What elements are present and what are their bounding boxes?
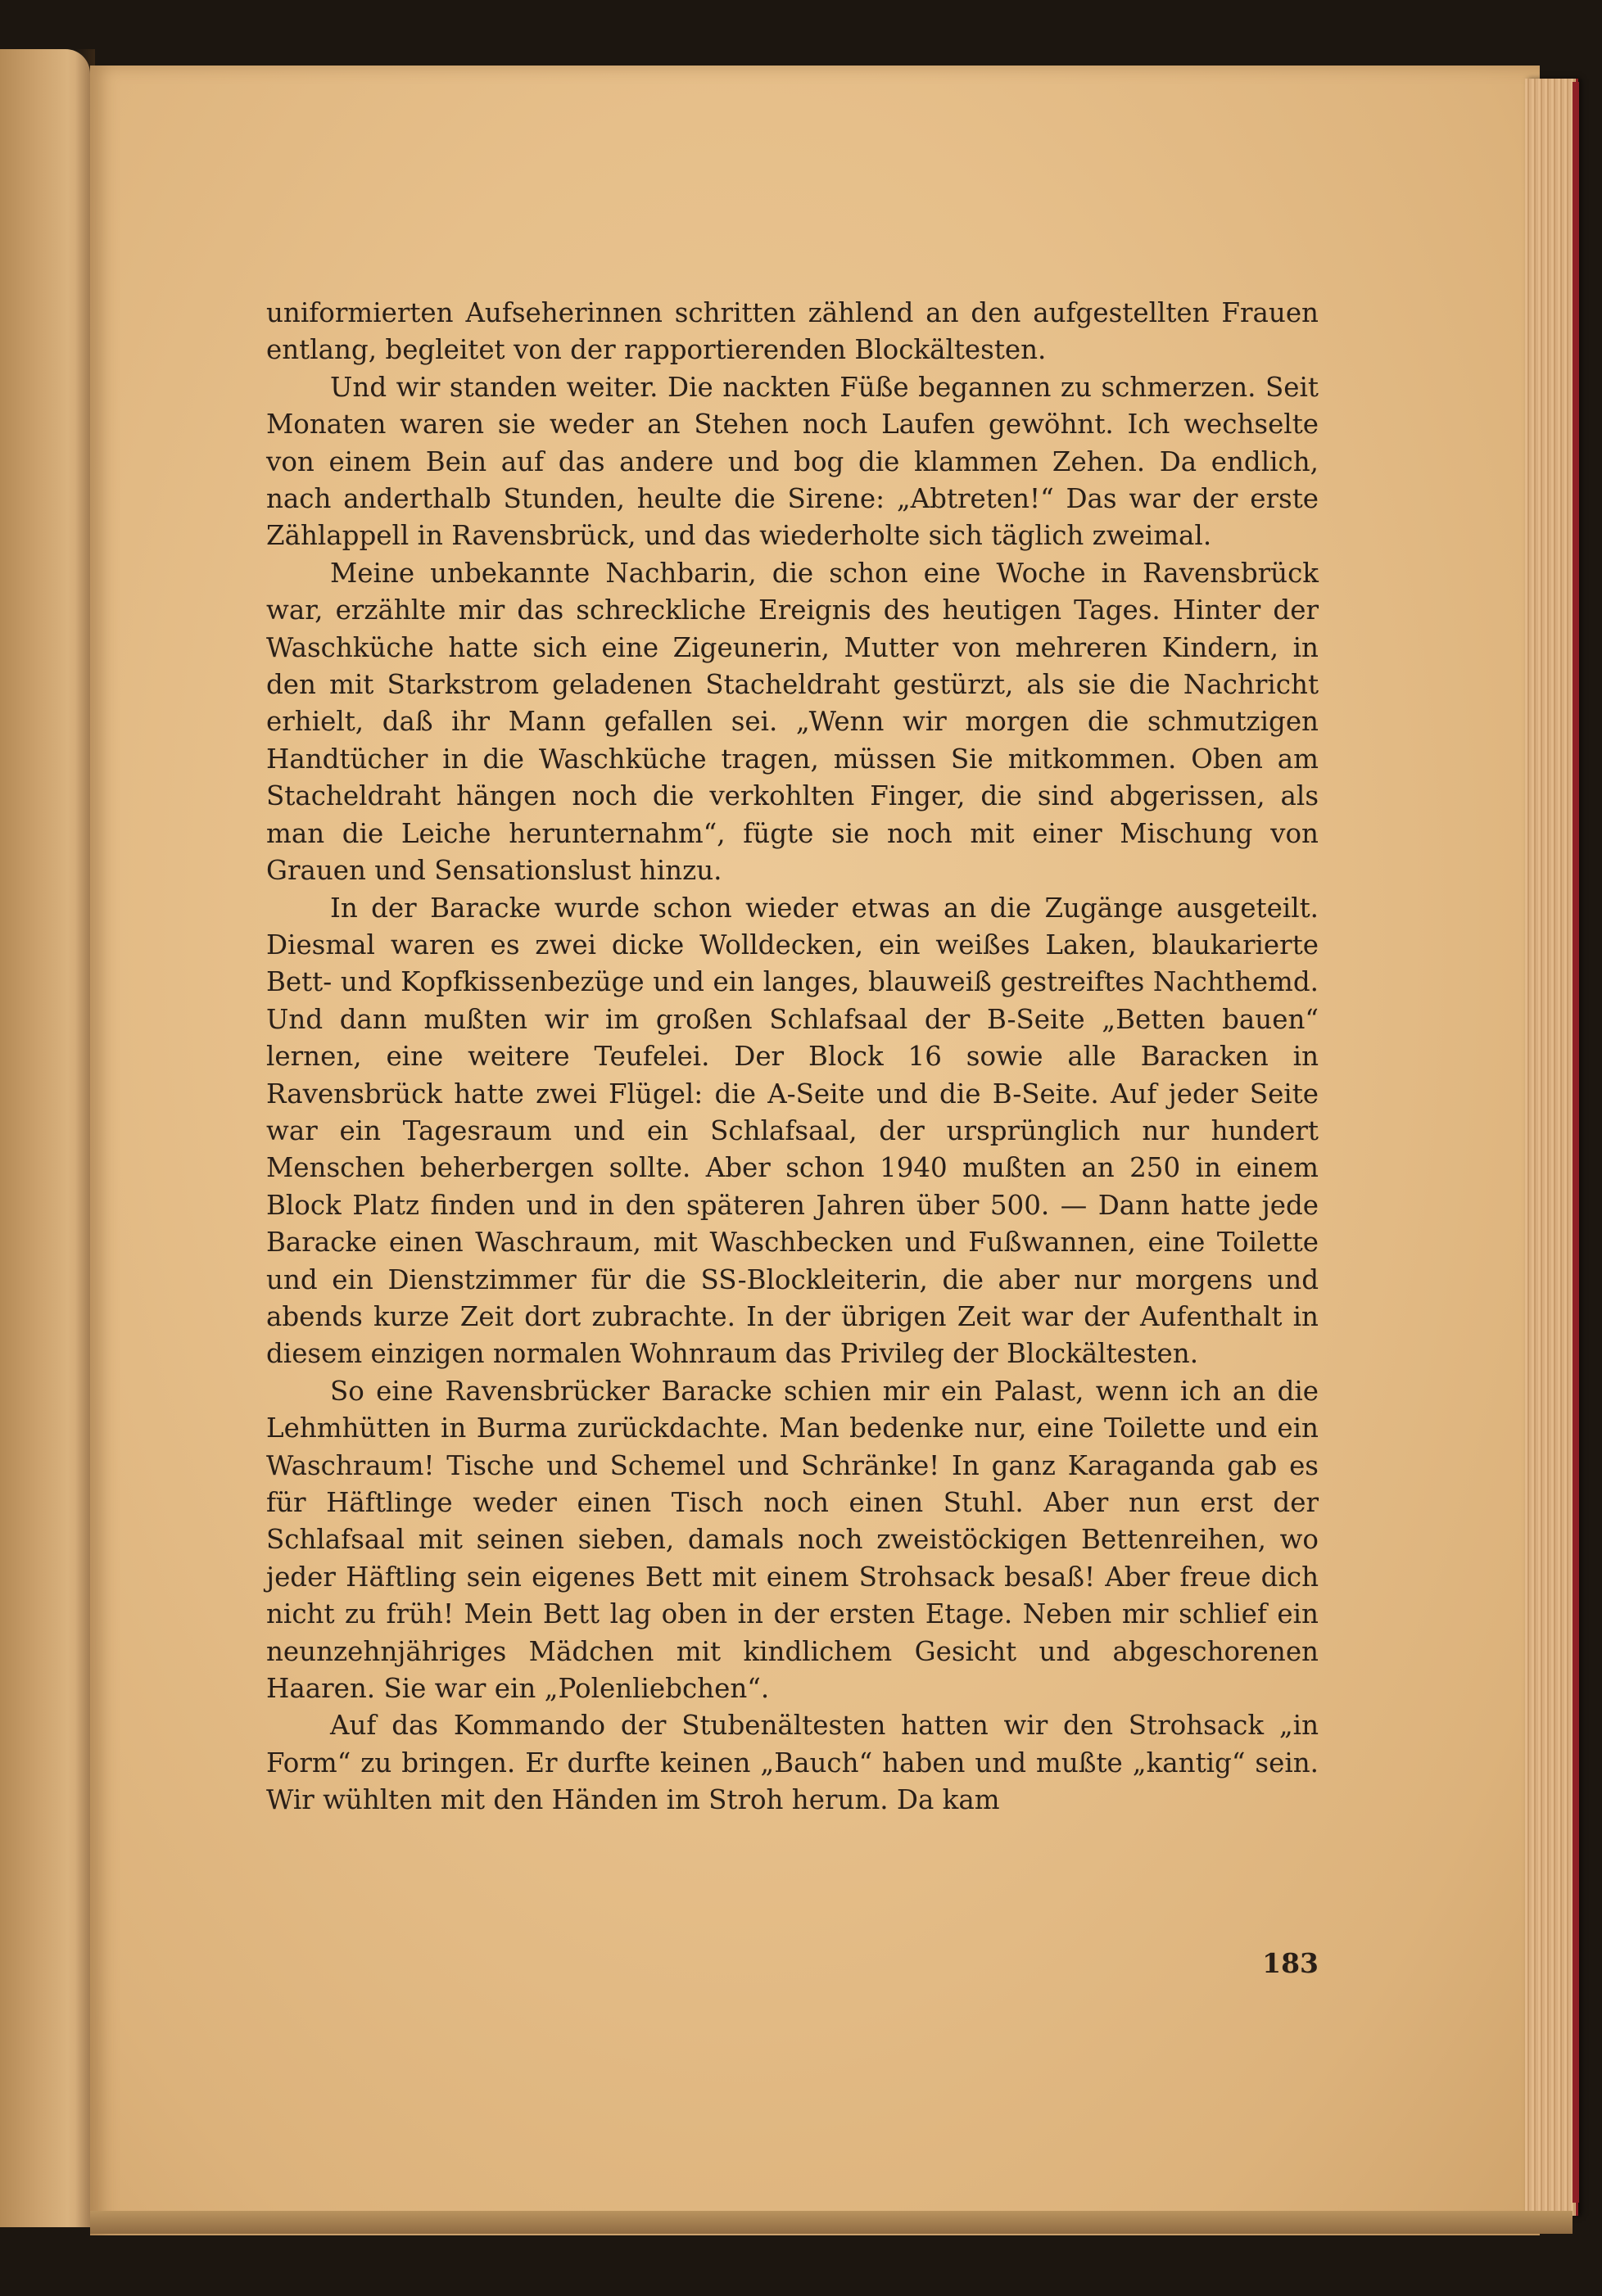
page-stack-edges	[1525, 79, 1578, 2216]
book-cover-edge	[1573, 82, 1579, 2203]
paragraph-5: So eine Ravensbrücker Baracke schien mir ein Palast, wenn ich an die Lehmhütten in Burma zurückdachte. Man bedenke nur, eine Toilette und ein Waschraum! Tische und Schemel und Schränke! In ganz Karaganda gab es für Häftlinge weder einen Tisch noch einen Stuhl. Aber nun erst der Schlafsaal mit seinen sieben, damals noch zweistöckigen Bettenreihen, wo jeder Häftling sein eigenes Bett mit einem Strohsack besaß! Aber freue dich nicht zu früh! Mein Bett lag oben in der ersten Etage. Neben mir schlief ein neunzehnjähriges Mädchen mit kindlichem Gesicht und abgeschorenen Haaren. Sie war ein „Polenliebchen“.	[266, 1375, 1319, 1705]
page-bottom-edge	[90, 2211, 1573, 2234]
paragraph-3: Meine unbekannte Nachbarin, die schon eine Woche in Ravensbrück war, erzählte mir das schreckliche Ereignis des heutigen Tages. Hinter der Waschküche hatte sich eine Zigeunerin, Mutter von mehreren Kindern, in den mit Starkstrom geladenen Stacheldraht gestürzt, als sie die Nachricht erhielt, daß ihr Mann gefallen sei. „Wenn wir morgen die schmutzigen Handtücher in die Waschküche tragen, müssen Sie mitkommen. Oben am Stacheldraht hängen noch die verkohlten Finger, die sind abgerissen, als man die Leiche herunternahm“, fügte sie noch mit einer Mischung von Grauen und Sensationslust hinzu.	[266, 557, 1319, 887]
paragraph-2: Und wir standen weiter. Die nackten Füße begannen zu schmerzen. Seit Monaten waren sie weder an Stehen noch Laufen gewöhnt. Ich wechselte von einem Bein auf das andere und bog die klammen Zehen. Da endlich, nach anderthalb Stunden, heulte die Sirene: „Abtreten!“ Das war der erste Zählappell in Ravensbrück, und das wiederholte sich täglich zweimal.	[266, 371, 1319, 552]
body-text	[266, 295, 1319, 1819]
paragraph-4: In der Baracke wurde schon wieder etwas an die Zugänge ausgeteilt. Diesmal waren es zwei dicke Wolldecken, ein weißes Laken, blaukarierte Bett- und Kopfkissenbezüge und ein langes, blauweiß gestreiftes Nachthemd. Und dann mußten wir im großen Schlafsaal der B-Seite „Betten bauen“ lernen, eine weitere Teufelei. Der Block 16 sowie alle Baracken in Ravensbrück hatte zwei Flügel: die A-Seite und die B-Seite. Auf jeder Seite war ein Tagesraum und ein Schlafsaal, der ursprünglich nur hundert Menschen beherbergen sollte. Aber schon 1940 mußten an 250 in einem Block Platz finden und in den späteren Jahren über 500. — Dann hatte jede Baracke einen Waschraum, mit Waschbecken und Fußwannen, eine Toilette und ein Dienstzimmer für die SS-Blockleiterin, die aber nur morgens und abends kurze Zeit dort zubrachte. In der übrigen Zeit war der Aufenthalt in diesem einzigen normalen Wohnraum das Privileg der Blockältesten.	[266, 892, 1319, 1370]
paragraph-1: uniformierten Aufseherinnen schritten zählend an den aufgestellten Frauen entlang, begleitet von der rapportierenden Blockältesten.	[266, 297, 1319, 366]
paragraph-6: Auf das Kommando der Stubenältesten hatten wir den Strohsack „in Form“ zu bringen. Er durfte keinen „Bauch“ haben und mußte „kantig“ sein. Wir wühlten mit den Händen im Stroh herum. Da kam	[266, 1710, 1319, 1816]
page-number: 183	[1262, 1947, 1319, 1979]
